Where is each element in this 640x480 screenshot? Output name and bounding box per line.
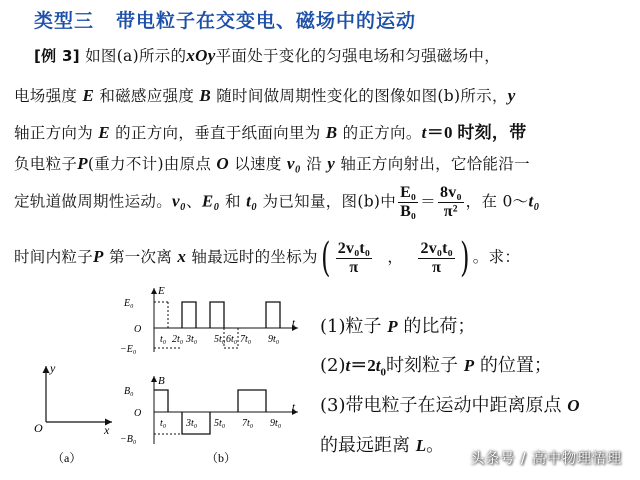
section-label: 类型三 bbox=[34, 10, 95, 32]
b-origin-label: O bbox=[134, 408, 142, 419]
e-tick-3t0: 3t₀ bbox=[186, 334, 198, 345]
e-tick-6t0: 6t₀ bbox=[226, 334, 238, 345]
problem-line-2: 电场强度 E 和磁感应强度 B 随时间做周期性变化的图像如图(b)所示，y bbox=[14, 86, 516, 105]
e-tick-7t0: 7t₀ bbox=[240, 334, 252, 345]
problem-line-5: 定轨道做周期性运动。v₀、E₀ 和 t₀ 为已知量，图(b)中 $\frac{\text{E₀}}{\text{B₀}}$ ＝ $\frac{\text{8v₀}}{\text{π²}}$ ，在 0～t₀ bbox=[14, 184, 540, 220]
watermark: 头条号 / 高中物理悟理 bbox=[470, 451, 622, 467]
question-3: (3)带电粒子在运动中距离原点 O bbox=[320, 395, 580, 416]
coordinate-x-fraction: $\frac{\text{2v₀t₀}}{\pi}$ bbox=[337, 239, 371, 276]
origin-label: O bbox=[34, 421, 43, 435]
ratio-fraction: $\frac{\text{E₀}}{\text{B₀}}$ bbox=[400, 184, 417, 220]
b-tick-3t0: 3t₀ bbox=[186, 418, 198, 429]
e-tick-t0: t₀ bbox=[160, 334, 167, 345]
question-3-continued: 的最远距离 L。 bbox=[320, 435, 445, 456]
section-heading: 带电粒子在交变电、磁场中的运动 bbox=[116, 10, 417, 32]
question-2: $(2)t=2t_0$时刻粒子 P 的位置； bbox=[320, 355, 552, 379]
x-axis-label: x bbox=[104, 423, 110, 437]
e-tick-9t0: 9t₀ bbox=[268, 334, 280, 345]
figure-a-caption: （a） bbox=[52, 451, 82, 465]
e-pos-label: E₀ bbox=[124, 298, 134, 309]
problem-line-3: 轴正方向为 E 的正方向，垂直于纸面向里为 B 的正方向。t＝0 时刻，带 bbox=[14, 123, 527, 142]
b-tick-t0: t₀ bbox=[160, 418, 167, 429]
e-t-label: t bbox=[292, 317, 296, 329]
y-axis-label: y bbox=[50, 361, 56, 375]
b-tick-9t0: 9t₀ bbox=[270, 418, 282, 429]
b-tick-5t0: 5t₀ bbox=[214, 418, 226, 429]
question-1: (1)粒子 P 的比荷； bbox=[320, 316, 476, 337]
e-axis-label: E bbox=[158, 285, 165, 297]
b-axis-label: B bbox=[158, 375, 165, 387]
figure-b-caption: （b） bbox=[206, 451, 237, 465]
e-pulse-3 bbox=[266, 302, 280, 328]
e-tick-2t0: 2t₀ bbox=[172, 334, 184, 345]
b-pulse-1 bbox=[154, 390, 168, 412]
example-tag: [例 3] bbox=[34, 47, 80, 65]
b-t-label: t bbox=[292, 401, 296, 413]
e-neg-label: −E₀ bbox=[120, 344, 137, 355]
b-pos-label: B₀ bbox=[124, 386, 134, 397]
e-pulse-1 bbox=[182, 302, 196, 328]
ratio-value-fraction: $\frac{\text{8v₀}}{\text{π²}}$ bbox=[439, 184, 462, 220]
problem-line-1: [例 3] 如图(a)所示的xOy平面处于变化的匀强电场和匀强磁场中， bbox=[34, 46, 500, 65]
problem-line-4: 负电粒子P(重力不计)由原点 O 以速度 v₀ 沿 y 轴正方向射出，它恰能沿一 bbox=[14, 154, 530, 173]
figure-a bbox=[20, 360, 120, 470]
e-pulse-2 bbox=[210, 302, 224, 328]
b-pulse-3 bbox=[238, 390, 266, 412]
b-neg-label: −B₀ bbox=[120, 434, 137, 445]
problem-line-6: 时间内粒子P 第一次离 x 轴最远时的坐标为( $\frac{\text{2v₀t₀}}{\pi}$ ， $\frac{\text{2v₀t₀}}{\pi}$ ) 。求： bbox=[14, 235, 521, 281]
e-origin-label: O bbox=[134, 324, 142, 335]
b-tick-7t0: 7t₀ bbox=[242, 418, 254, 429]
e-tick-5t0: 5t₀ bbox=[214, 334, 226, 345]
coordinate-y-fraction: $\frac{\text{2v₀t₀}}{\pi}$ bbox=[420, 239, 453, 276]
section-title bbox=[34, 6, 416, 33]
figure-b bbox=[120, 284, 305, 469]
